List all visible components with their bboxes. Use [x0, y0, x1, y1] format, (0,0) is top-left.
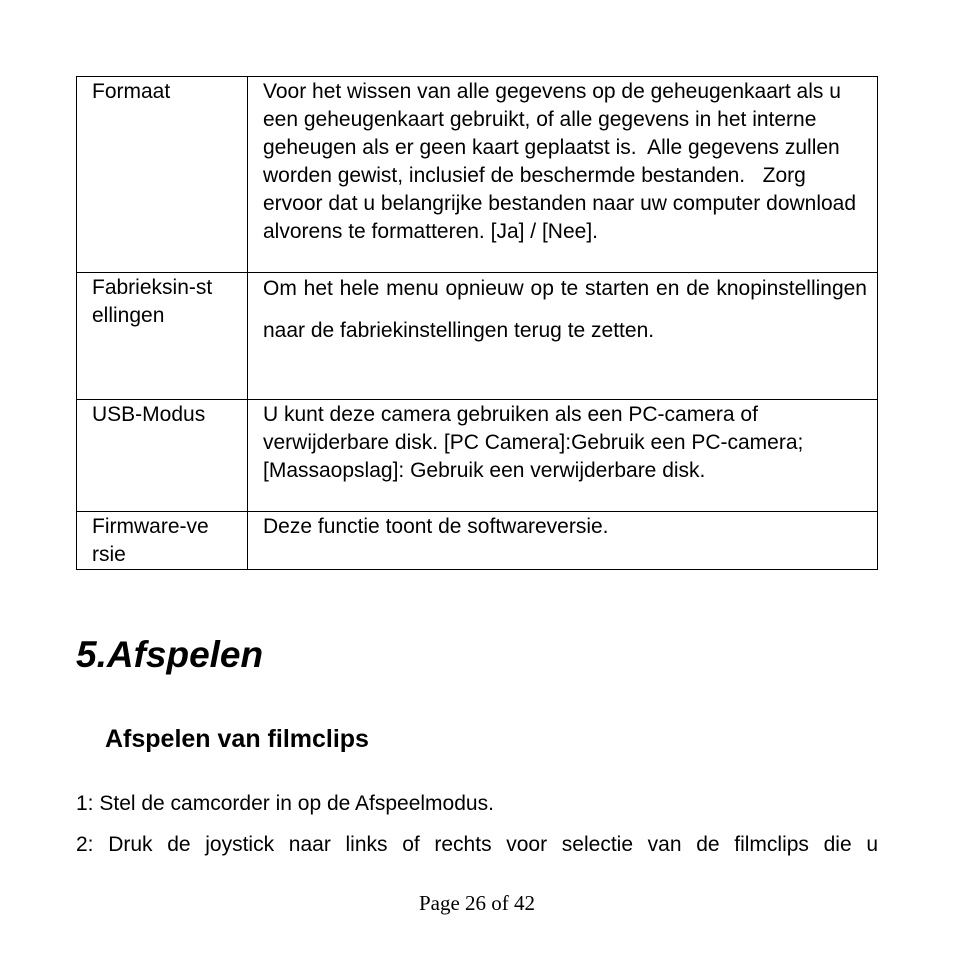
- setting-label-cell: [77, 273, 248, 400]
- setting-label: Firmware-ve rsie: [92, 515, 209, 566]
- setting-label: USB-Modus: [92, 403, 206, 426]
- setting-description-cell: [248, 273, 878, 400]
- setting-description-cell: [248, 512, 878, 570]
- table-row: [77, 400, 878, 512]
- page-number: Page 26 of 42: [418, 891, 536, 915]
- setting-description: Voor het wissen van alle gegevens op de geheugenkaart als u een geheugenkaart gebruikt, of alle gegevens in het interne geheugen als er geen kaart geplaatst is. Alle gegevens zullen worden gewist, inclusief de beschermde bestanden. Zorg ervoor dat u belangrijke bestanden naar uw computer download alvorens te formatteren. [Ja] / [Nee].: [263, 80, 862, 243]
- setting-description: Om het hele menu opnieuw op te starten en de knopinstellingen naar de fabriekinstellingen terug te zetten.: [263, 277, 867, 342]
- table-row: [77, 273, 878, 400]
- setting-description-cell: [248, 77, 878, 273]
- setting-description: Deze functie toont de softwareversie.: [263, 515, 609, 538]
- setting-label: Formaat: [92, 80, 171, 103]
- setting-label-cell: [77, 512, 248, 570]
- subsection-title: Afspelen van filmclips: [105, 725, 369, 753]
- setting-label-cell: [77, 400, 248, 512]
- section-title: 5.Afspelen: [76, 634, 264, 675]
- setting-label: Fabrieksin-st ellingen: [92, 276, 213, 327]
- setting-description-cell: [248, 400, 878, 512]
- setting-description: U kunt deze camera gebruiken als een PC-camera of verwijderbare disk. [PC Camera]:Gebruik een PC-camera; [Massaopslag]: Gebruik een verwijderbare disk.: [263, 403, 804, 482]
- step-item: 2: Druk de joystick naar links of rechts voor selectie van de filmclips die u: [76, 833, 878, 856]
- setting-label-cell: [77, 77, 248, 273]
- settings-table: [76, 76, 878, 570]
- table-row: [77, 512, 878, 570]
- step-item: 1: Stel de camcorder in op de Afspeelmodus.: [76, 792, 494, 815]
- table-row: [77, 77, 878, 273]
